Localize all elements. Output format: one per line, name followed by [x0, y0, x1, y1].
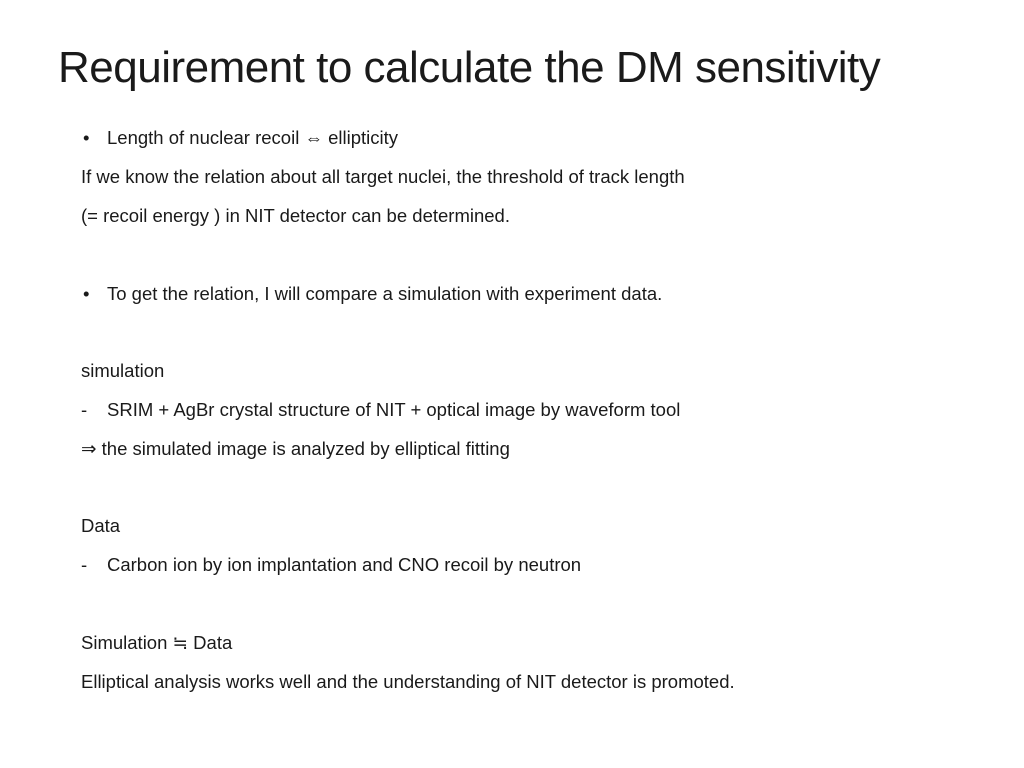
bullet-marker: • [83, 127, 90, 148]
bullet-text: To get the relation, I will compare a simulation with experiment data. [107, 283, 663, 304]
slide-title: Requirement to calculate the DM sensitivity [58, 43, 881, 92]
simulation-heading: simulation [81, 360, 165, 381]
relation-text-line-1: If we know the relation about all target nuclei, the threshold of track length [81, 166, 685, 187]
bullet-text: Length of nuclear recoil ⇔ ellipticity [107, 127, 399, 148]
simulation-item-text: SRIM + AgBr crystal structure of NIT + optical image by waveform tool [107, 399, 681, 420]
conclusion-text: Elliptical analysis works well and the understanding of NIT detector is promoted. [81, 671, 735, 692]
relation-text-line-2: (= recoil energy ) in NIT detector can be determined. [81, 205, 510, 226]
simulation-list-item [81, 398, 1001, 422]
conclusion-heading: Simulation ≒ Data [81, 632, 233, 653]
data-heading: Data [81, 515, 121, 536]
simulation-result-text: ⇒ the simulated image is analyzed by elliptical fitting [81, 438, 510, 459]
dash-marker: - [81, 399, 88, 420]
bullet-marker: • [83, 283, 90, 304]
bullet-item-compare [83, 282, 1003, 306]
bullet-item-recoil-ellipticity [83, 126, 1003, 150]
dash-marker: - [81, 554, 88, 575]
data-list-item [81, 553, 1001, 577]
data-item-text: Carbon ion by ion implantation and CNO recoil by neutron [107, 554, 582, 575]
